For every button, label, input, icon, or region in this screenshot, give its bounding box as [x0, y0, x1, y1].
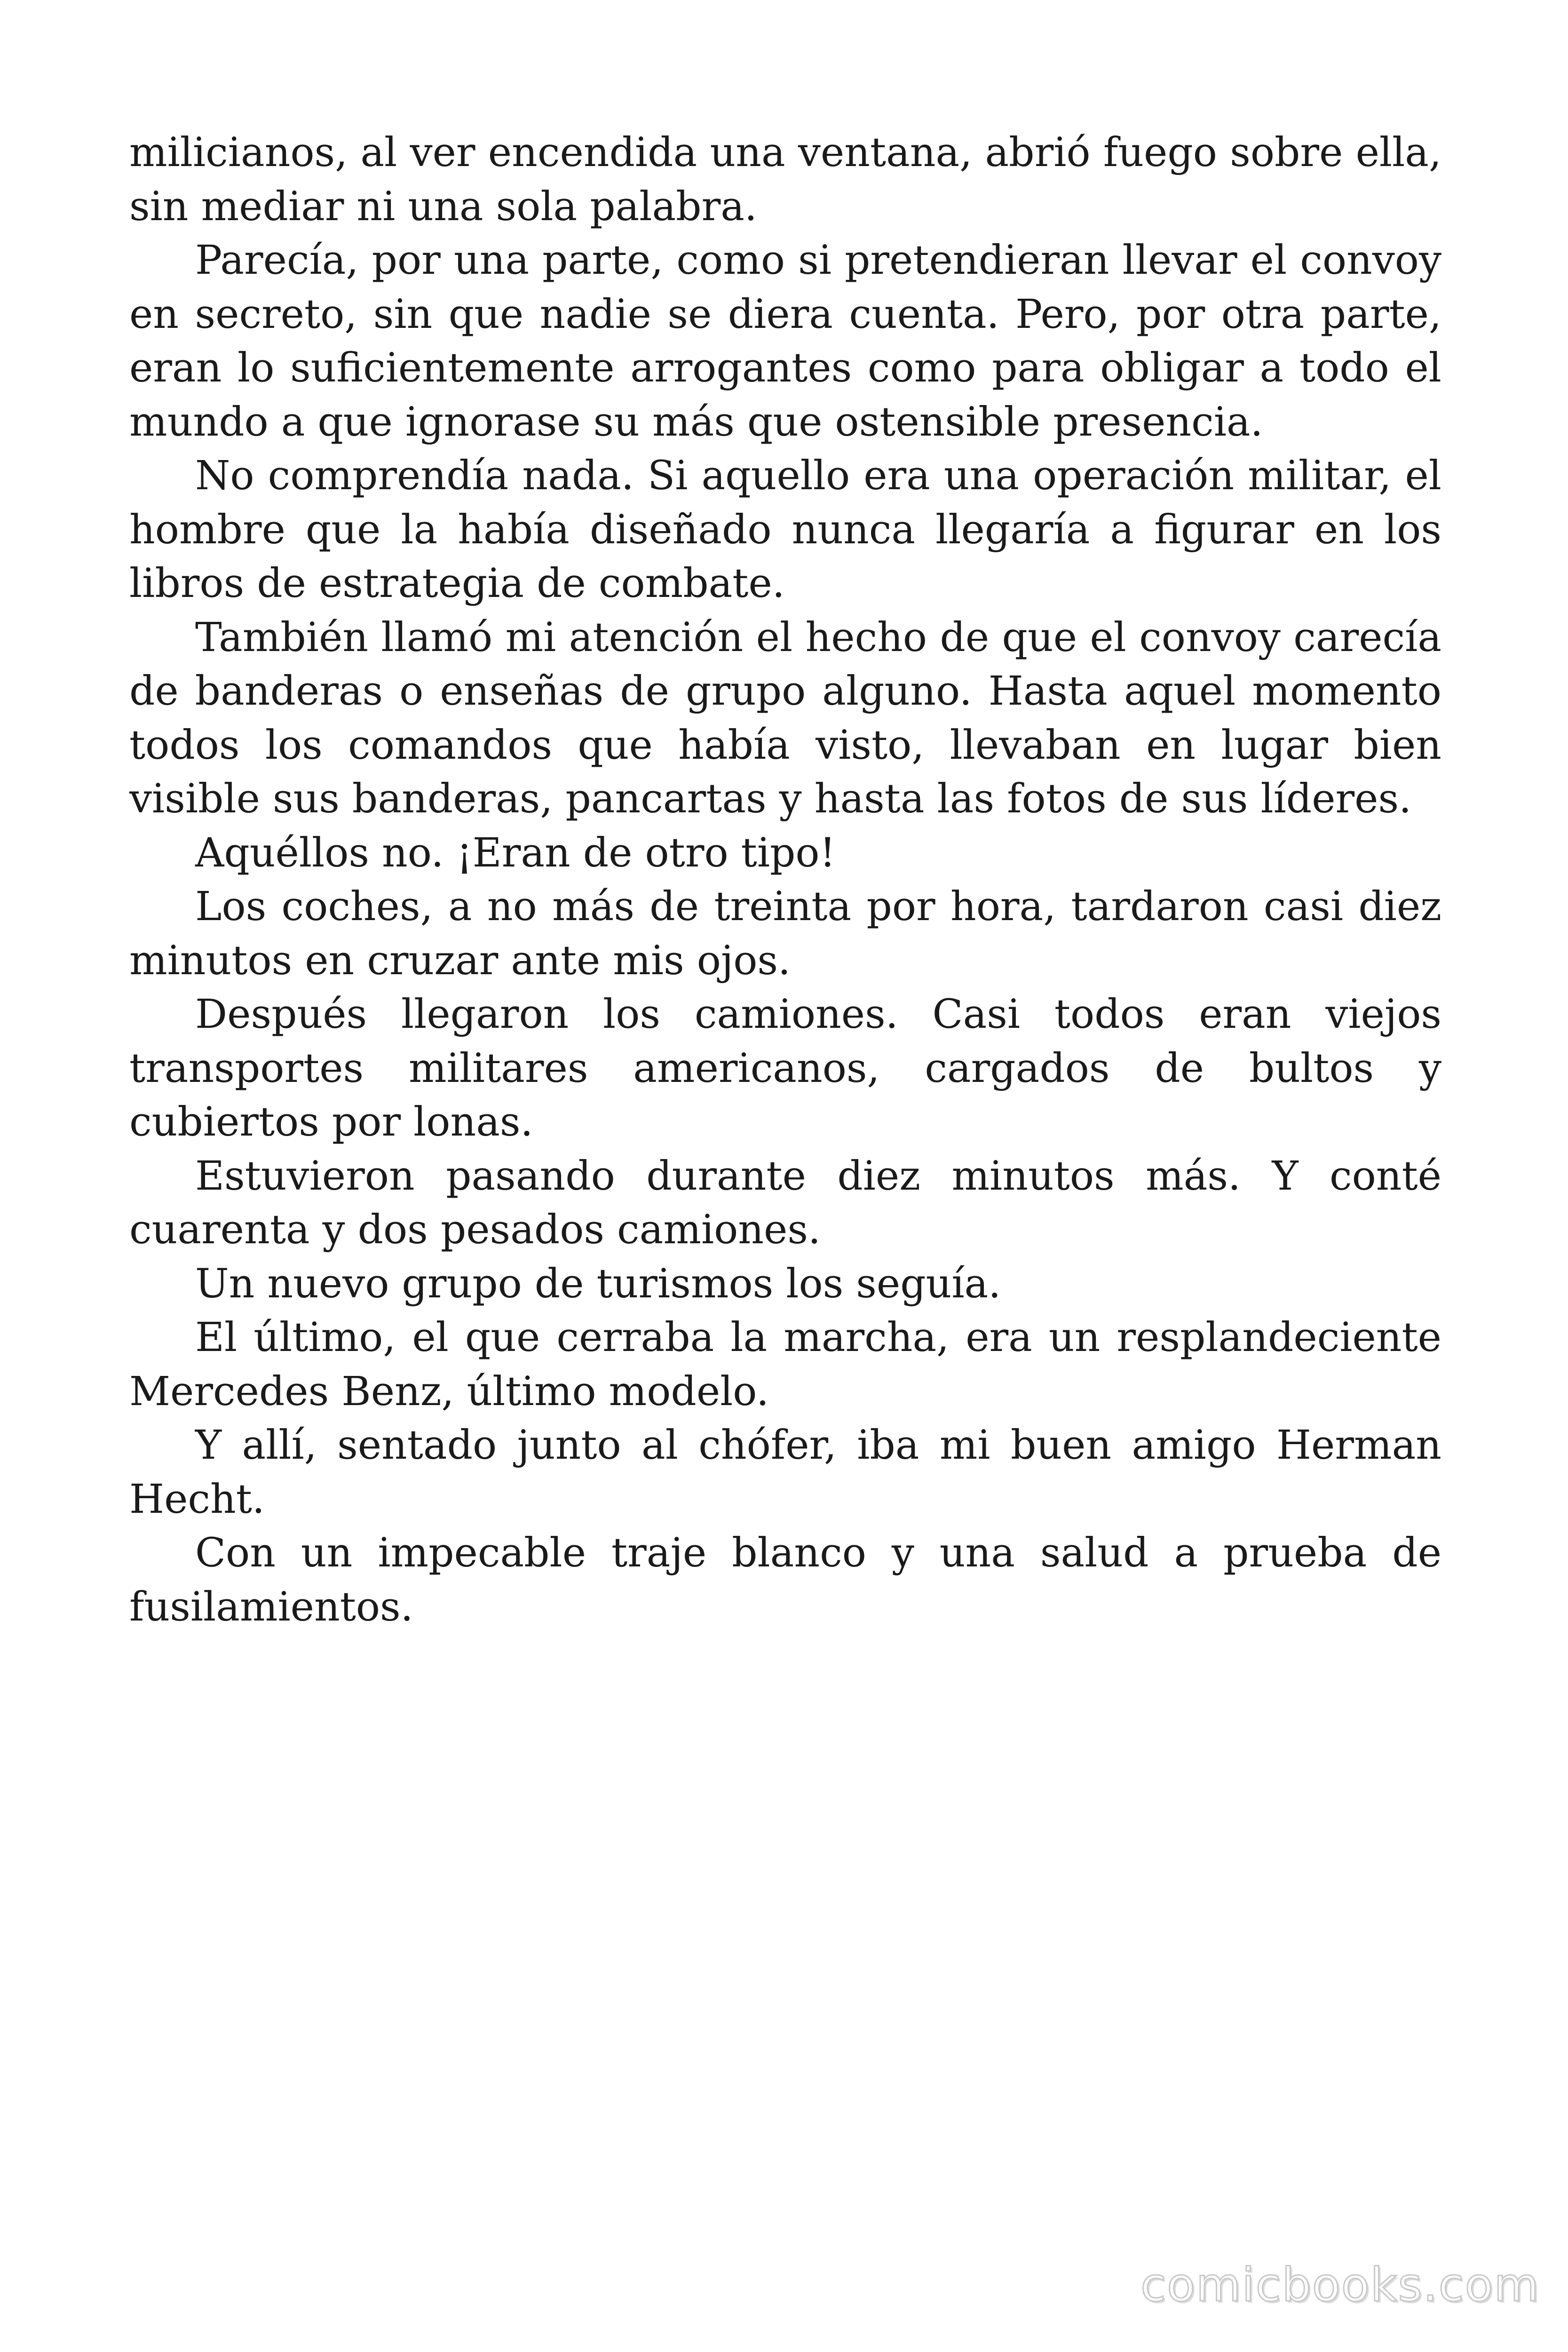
paragraph: milicianos, al ver encendida una ventana, abrió fuego sobre ella, sin mediar ni una sola palabra. — [129, 129, 1441, 230]
watermark: comicbooks.com — [1140, 2258, 1540, 2312]
paragraph: El último, el que cerraba la marcha, era un resplandeciente Mercedes Benz, último modelo. — [129, 1314, 1441, 1415]
paragraph: También llamó mi atención el hecho de que el convoy carecía de banderas o enseñas de grupo alguno. Hasta aquel momento todos los comandos que había visto, llevaban en lugar bien visible sus banderas, pancartas y hasta las fotos de sus líderes. — [129, 614, 1441, 822]
paragraph: Aquéllos no. ¡Eran de otro tipo! — [195, 829, 836, 876]
body-text — [129, 126, 1441, 1634]
paragraph: Parecía, por una parte, como si pretendieran llevar el convoy en secreto, sin que nadie se diera cuenta. Pero, por otra parte, eran lo suficientemente arrogantes como para obligar a todo el mundo a que ignorase su más que ostensible presencia. — [129, 237, 1441, 445]
paragraph: Un nuevo grupo de turismos los seguía. — [195, 1260, 1001, 1307]
paragraph: No comprendía nada. Si aquello era una operación militar, el hombre que la había diseñado nunca llegaría a figurar en los libros de estrategia de combate. — [129, 453, 1441, 607]
paragraph: Después llegaron los camiones. Casi todos eran viejos transportes militares americanos, cargados de bultos y cubiertos por lonas. — [129, 991, 1441, 1145]
paragraph: Con un impecable traje blanco y una salud a prueba de fusilamientos. — [129, 1530, 1441, 1630]
paragraph: Estuvieron pasando durante diez minutos más. Y conté cuarenta y dos pesados camiones. — [129, 1152, 1441, 1253]
paragraph: Y allí, sentado junto al chófer, iba mi buen amigo Herman Hecht. — [129, 1422, 1441, 1523]
paragraph: Los coches, a no más de treinta por hora, tardaron casi diez minutos en cruzar ante mis ojos. — [129, 883, 1441, 984]
